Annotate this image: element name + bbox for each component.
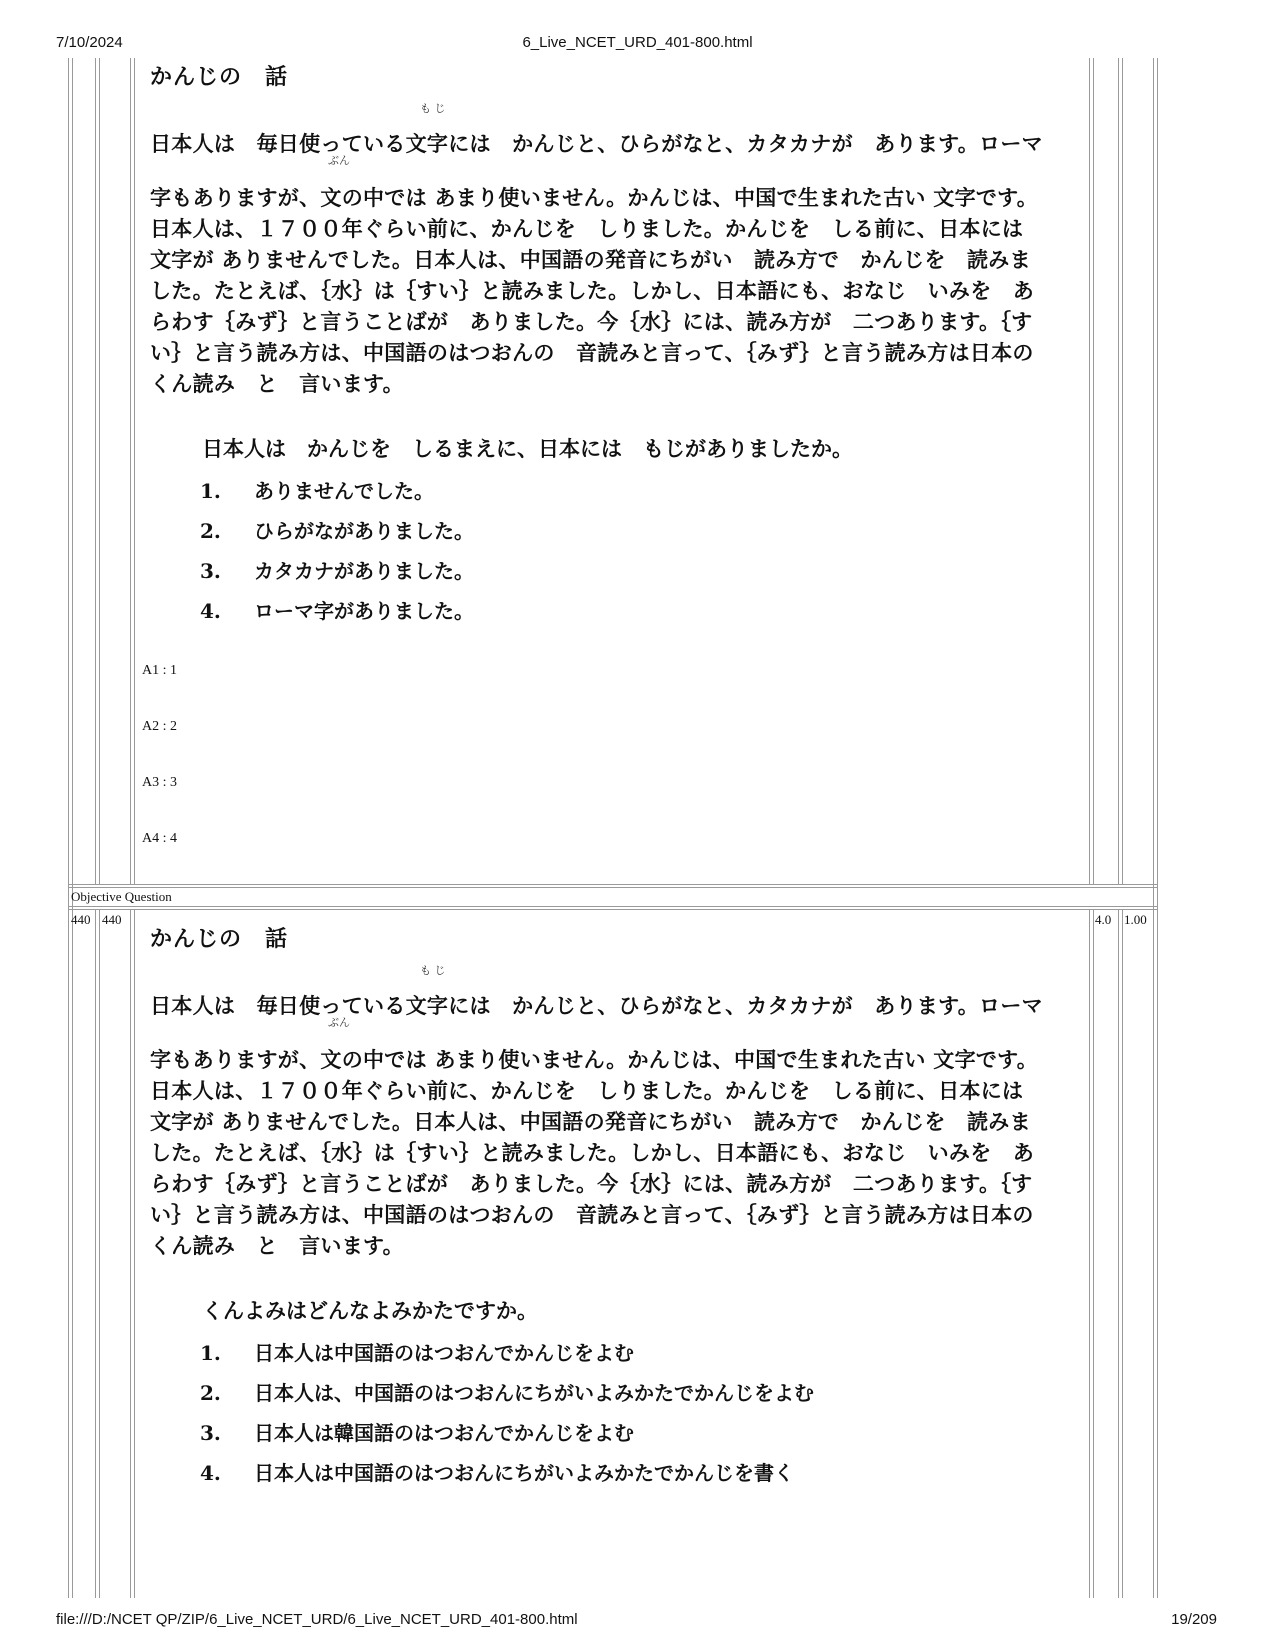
print-title: 6_Live_NCET_URD_401-800.html [522,34,753,51]
marks: 4.0 [1095,912,1112,927]
ruby-annotation: ぶん [328,1016,350,1029]
passage-title: かんじの 話 [150,926,289,952]
question-type-label: Objective Question [71,889,172,904]
passage-line: 日本人は 毎日使っている文字には かんじと、ひらがなと、カタカナが あります。ローマ [150,993,1043,1018]
file-path: file:///D:/NCET QP/ZIP/6_Live_NCET_URD/6_Live_NCET_URD_401-800.html [56,1611,578,1628]
ruby-annotation: も じ [420,964,446,977]
option-1: 1. 日本人は中国語のはつおんでかんじをよむ [200,1341,634,1365]
passage-text: 字もありますが、文の中では あまり使いません。かんじは、中国で生まれた古い 文字です。 日本人は、１７００年ぐらい前に、かんじを しりました。かんじを しる前に、日本には 文字が ありませんでした。日本人は、中国語の発音にちがい 読み方で かんじを 読みま した。たとえば、｛水｝は｛すい｝と読みました。しかし、日本語にも、おなじ いみを あ らわす｛みず｝と言うことばが ありました。今｛水｝には、読み方が 二つあります。｛す い｝と言う読み方は、中国語のはつおんの 音読みと言って、｛みず｝と言う読み方は日本の くん読み と 言います。 [150,1047,1039,1258]
page-number: 19/209 [1171,1611,1217,1628]
option-4: 4. 日本人は中国語のはつおんにちがいよみかたでかんじを書く [200,1461,794,1485]
answer-label: A2 : 2 [142,719,177,734]
passage-line: 日本人は 毎日使っている文字には かんじと、ひらがなと、カタカナが あります。ローマ [150,131,1043,156]
question-text: くんよみはどんなよみかたですか。 [202,1298,538,1323]
question-block-1 [142,58,1130,884]
option-4: 4. ローマ字がありました。 [200,599,474,623]
option-2: 2. 日本人は、中国語のはつおんにちがいよみかたでかんじをよむ [200,1381,814,1405]
print-date: 7/10/2024 [56,34,123,51]
question-block-2 [150,920,1130,1598]
option-2: 2. ひらがながありました。 [200,519,474,543]
answer-label: A4 : 4 [142,831,177,846]
serial-number: 440 [71,912,91,927]
ruby-annotation: も じ [420,102,446,115]
ruby-annotation: ぶん [328,154,350,167]
passage-title: かんじの 話 [150,64,289,90]
option-3: 3. 日本人は韓国語のはつおんでかんじをよむ [200,1421,634,1445]
answer-label: A3 : 3 [142,775,177,790]
option-1: 1. ありませんでした。 [200,479,434,503]
question-text: 日本人は かんじを しるまえに、日本には もじがありましたか。 [202,436,853,461]
answer-label: A1 : 1 [142,663,177,678]
question-id: 440 [102,912,122,927]
negative-marks: 1.00 [1124,912,1147,927]
passage-text: 字もありますが、文の中では あまり使いません。かんじは、中国で生まれた古い 文字です。 日本人は、１７００年ぐらい前に、かんじを しりました。かんじを しる前に、日本には 文字が ありませんでした。日本人は、中国語の発音にちがい 読み方で かんじを 読みま した。たとえば、｛水｝は｛すい｝と読みました。しかし、日本語にも、おなじ いみを あ らわす｛みず｝と言うことばが ありました。今｛水｝には、読み方が 二つあります。｛す い｝と言う読み方は、中国語のはつおんの 音読みと言って、｛みず｝と言う読み方は日本の くん読み と 言います。 [150,185,1039,396]
option-3: 3. カタカナがありました。 [200,559,474,583]
